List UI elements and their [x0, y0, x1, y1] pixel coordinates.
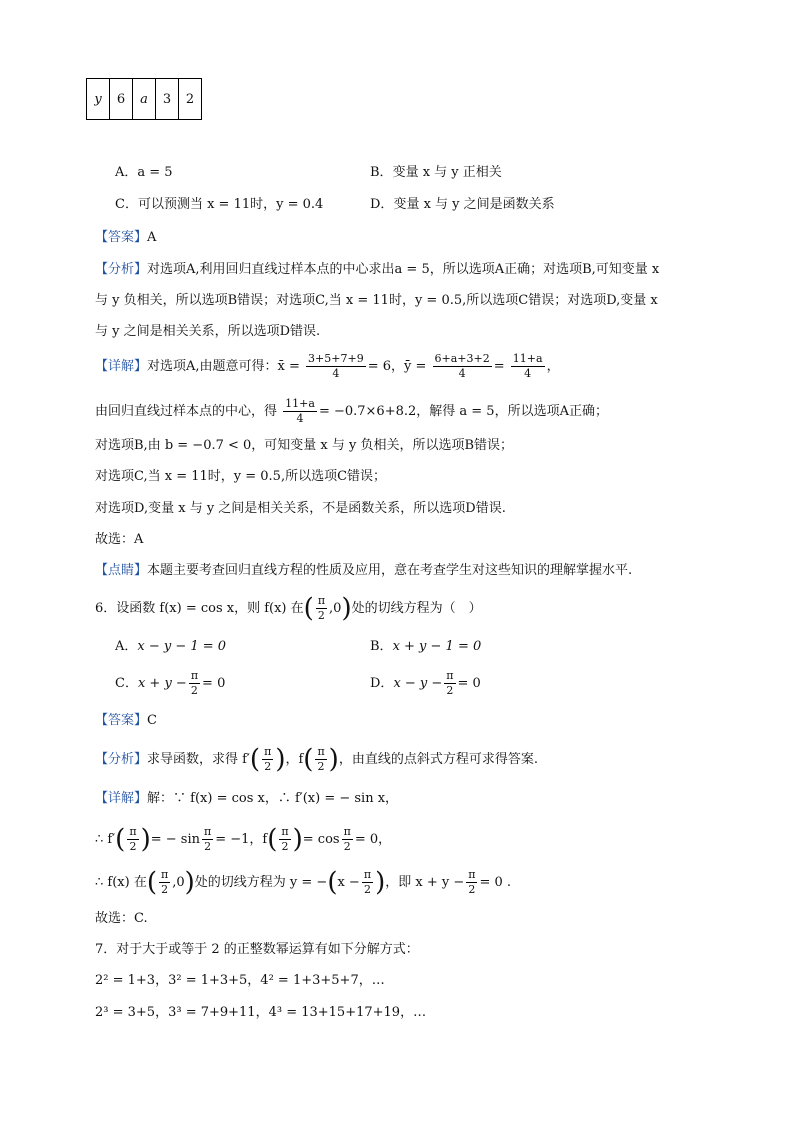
q5-option-a — [115, 163, 173, 183]
fraction: $\frac{\pi}{2}$ — [363, 868, 372, 896]
q6-stem: 6．设函数 f(x) = cos x，则 f(x) 在( $\frac{\pi}{2}$ ,0)处的切线方程为（ ） — [95, 593, 482, 624]
q5-option-d — [370, 195, 555, 215]
stem-text: 6．设函数 f(x) = cos x，则 f(x) 在 — [95, 601, 304, 616]
q6-analysis: 【分析】求导函数，求得 f′( $\frac{\pi}{2}$ )，f( $\frac{\pi}{2}$ )，由直线的点斜式方程可求得答案. — [95, 744, 538, 775]
fraction: $\frac{\pi}{2}$ — [317, 745, 325, 773]
option-text: 可以预测当 x = 11时，y = 0.4 — [137, 197, 324, 212]
fraction: $\frac{11+a}{4}$ — [512, 352, 543, 380]
table-cell: 3 — [156, 79, 179, 120]
table-cell: 6 — [110, 79, 133, 120]
table-cell: y — [87, 79, 110, 120]
option-text: a = 5 — [137, 165, 173, 180]
fraction: $\frac{\pi}{2}$ — [160, 868, 169, 896]
fraction: $\frac{\pi}{2}$ — [190, 669, 199, 697]
option-text: 变量 x 与 y 正相关 — [392, 165, 502, 180]
q7-row-1: 2² = 1+3，3² = 1+3+5，4² = 1+3+5+7，… — [95, 973, 385, 988]
fraction: $\frac{\pi}{2}$ — [129, 825, 137, 853]
fraction: $\frac{\pi}{2}$ — [446, 669, 454, 697]
fraction: $\frac{\pi}{2}$ — [317, 594, 326, 622]
data-table — [86, 78, 202, 120]
option-label: B． — [370, 639, 393, 654]
analysis-tag: 【分析】 — [95, 262, 148, 277]
stem-text: 处的切线方程为（ ） — [351, 601, 482, 616]
fraction: $\frac{\pi}{2}$ — [203, 825, 212, 853]
option-label: C． — [115, 197, 138, 212]
detail-tag: 【详解】 — [95, 359, 148, 374]
detail-text: 由回归直线过样本点的中心，得 — [95, 404, 278, 419]
fraction: $\frac{\pi}{2}$ — [343, 825, 351, 853]
q5-detail-line-1 — [95, 352, 560, 382]
detail-text: 对选项A,由题意可得：x̄ = — [147, 359, 300, 374]
comment-text: 本题主要考查回归直线方程的性质及应用，意在考查学生对这些知识的理解掌握水平. — [147, 563, 633, 578]
q5-analysis-line-1 — [95, 260, 659, 280]
detail-text: = −0.7×6+8.2，解得 a = 5，所以选项A正确； — [318, 404, 608, 419]
analysis-tag: 【分析】 — [95, 752, 148, 767]
answer-tag: 【答案】 — [95, 230, 148, 245]
detail-text: = — [493, 359, 505, 374]
option-label: B． — [370, 165, 393, 180]
q6-detail-line-3: ∴ f(x) 在( $\frac{\pi}{2}$ ,0)处的切线方程为 y = −(x − $\frac{\pi}{2}$ )，即 x + y − $\frac{\pi}{2}$ = 0 . — [95, 867, 512, 898]
option-label: D． — [370, 197, 394, 212]
q5-choose: 故选：A — [95, 532, 144, 547]
q5-detail-line-4: 对选项C,当 x = 11时，y = 0.5,所以选项C错误； — [95, 469, 387, 484]
q5-analysis-line-3: 与 y 之间是相关关系，所以选项D错误. — [95, 324, 321, 339]
q6-detail-line-2: ∴ f′( $\frac{\pi}{2}$ )= − sin $\frac{\pi}{2}$ = −1，f( $\frac{\pi}{2}$ )= cos $\frac{\pi}{2}$ = 0， — [95, 824, 392, 855]
q5-detail-line-3: 对选项B,由 b = −0.7 < 0，可知变量 x 与 y 负相关，所以选项B错误； — [95, 438, 514, 453]
fraction: $\frac{3+5+7+9}{4}$ — [308, 352, 364, 380]
q5-option-c — [115, 195, 323, 215]
fraction: $\frac{\pi}{2}$ — [264, 745, 272, 773]
q5-option-b — [370, 163, 502, 183]
q7-row-2: 2³ = 3+5，3³ = 7+9+11，4³ = 13+15+17+19，… — [95, 1005, 427, 1020]
answer-tag: 【答案】 — [95, 713, 148, 728]
option-text: x − y − 1 = 0 — [137, 639, 227, 654]
q5-detail-line-2 — [95, 397, 608, 427]
table-cell: 2 — [179, 79, 202, 120]
q6-option-b — [370, 637, 481, 657]
q5-analysis-line-2: 与 y 负相关，所以选项B错误；对选项C,当 x = 11时，y = 0.5,所以选项C错误；对选项D,变量 x — [95, 293, 658, 308]
q6-option-a — [115, 637, 226, 657]
fraction: $\frac{6+a+3+2}{4}$ — [434, 352, 490, 380]
fraction: $\frac{\pi}{2}$ — [281, 825, 289, 853]
answer-value: A — [147, 230, 157, 245]
q5-answer — [95, 228, 156, 248]
q6-detail-line-1: 【详解】解：∵ f(x) = cos x，∴ f′(x) = − sin x， — [95, 791, 399, 806]
option-text: x + y − 1 = 0 — [392, 639, 482, 654]
fraction: $\frac{\pi}{2}$ — [468, 868, 476, 896]
option-label: D． — [370, 676, 394, 691]
detail-text: ， — [546, 359, 560, 374]
answer-value: C — [147, 713, 157, 728]
q6-choose: 故选：C. — [95, 911, 148, 926]
fraction: $\frac{11+a}{4}$ — [285, 397, 315, 425]
option-text: 变量 x 与 y 之间是函数关系 — [393, 197, 555, 212]
analysis-text: 对选项A,利用回归直线过样本点的中心求出a = 5，所以选项A正确；对选项B,可知变量 x — [147, 262, 660, 277]
option-label: C． — [115, 676, 138, 691]
detail-text: = 6，ȳ = — [367, 359, 427, 374]
table-cell: a — [133, 79, 156, 120]
q5-detail-line-5: 对选项D,变量 x 与 y 之间是相关关系，不是函数关系，所以选项D错误. — [95, 501, 506, 516]
option-label: A． — [115, 165, 138, 180]
q6-option-c: C．x + y − $\frac{\pi}{2}$ = 0 — [115, 669, 226, 697]
comment-tag: 【点睛】 — [95, 563, 148, 578]
q6-answer — [95, 711, 157, 731]
q6-option-d: D．x − y − $\frac{\pi}{2}$ = 0 — [370, 669, 481, 697]
q7-stem: 7．对于大于或等于 2 的正整数幂运算有如下分解方式： — [95, 942, 419, 957]
table-row — [87, 79, 202, 120]
detail-tag: 【详解】 — [95, 791, 148, 806]
option-label: A． — [115, 639, 138, 654]
q5-comment — [95, 561, 632, 581]
